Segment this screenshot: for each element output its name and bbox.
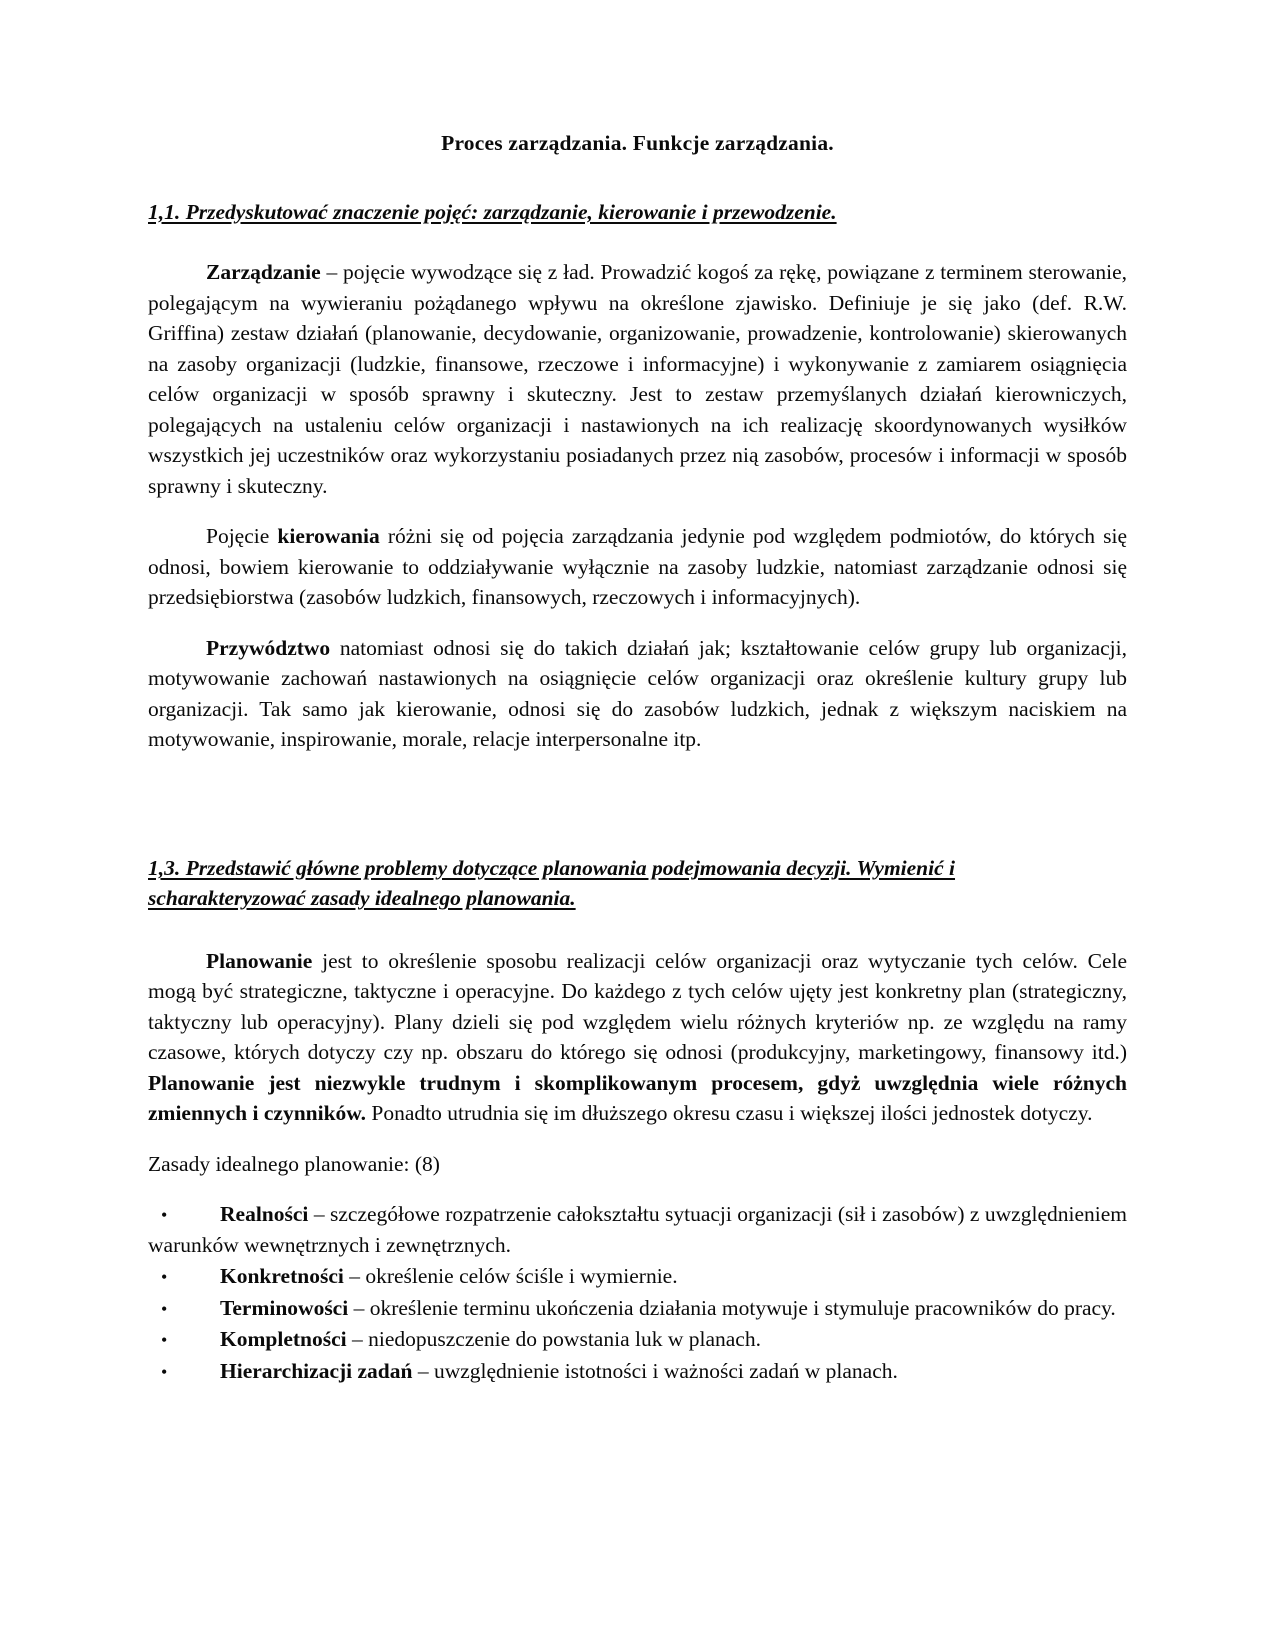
- bullet-icon: •: [161, 1298, 168, 1319]
- list-lead-text: Zasady idealnego planowanie: (8): [148, 1151, 440, 1176]
- list-item: [148, 1199, 1127, 1260]
- paragraph-zarzadzanie: [148, 257, 1127, 501]
- rule-text: – szczegółowe rozpatrzenie całokształtu sytuacji organizacji (sił i zasobów) z uwzględnieniem warunków wewnętrznych i zewnętrznych.: [148, 1202, 1127, 1257]
- bullet-icon: •: [161, 1361, 168, 1382]
- rules-list: [148, 1199, 1127, 1386]
- section-heading-1-3-line1: 1,3. Przedstawić główne problemy dotyczące planowania podejmowania decyzji. Wymienić i: [148, 855, 956, 880]
- paragraph-przywodztwo: [148, 633, 1127, 755]
- paragraph-planowanie-text-2: Ponadto utrudnia się im dłuższego okresu czasu i większej ilości jednostek dotyczy.: [366, 1101, 1093, 1126]
- bullet-icon: •: [161, 1267, 168, 1288]
- list-item: [148, 1261, 1127, 1292]
- bullet-icon: •: [161, 1205, 168, 1226]
- list-item: [148, 1356, 1127, 1387]
- rule-term: Realności: [220, 1202, 309, 1227]
- rule-text: – określenie celów ściśle i wymiernie.: [343, 1264, 678, 1289]
- page-title: Proces zarządzania. Funkcje zarządzania.: [441, 131, 834, 155]
- paragraph-kierowanie-text: różni się od pojęcia zarządzania jedynie pod względem podmiotów, do których się odnosi, bowiem kierowanie to oddziaływanie wyłącznie na zasoby ludzkie, natomiast zarządzanie odnosi się przedsiębiorstwa (zasobów ludzkich, finansowych, rzeczowych i informacyjnych).: [148, 524, 1127, 610]
- term-przywodztwo: Przywództwo: [206, 635, 331, 660]
- rule-text: – uwzględnienie istotności i ważności zadań w planach.: [412, 1358, 898, 1383]
- bullet-icon: •: [161, 1330, 168, 1351]
- paragraph-planowanie-text-1: jest to określenie sposobu realizacji celów organizacji oraz wytyczanie tych celów. Cele mogą być strategiczne, taktyczne i operacyjne. Do każdego z tych celów ujęty jest konkretny plan (strategiczny, taktyczny lub operacyjny). Plany dzieli się pod względem wielu różnych kryteriów np. ze względu na ramy czasowe, których dotyczy czy np. obszaru do którego się odnosi (produkcyjny, marketingowy, finansowy itd.): [148, 948, 1127, 1065]
- rule-text: – niedopuszczenie do powstania luk w planach.: [346, 1327, 761, 1352]
- rule-term: Hierarchizacji zadań: [220, 1358, 413, 1383]
- term-kierowania: kierowania: [277, 524, 380, 549]
- section-heading-1-1: 1,1. Przedyskutować znaczenie pojęć: zarządzanie, kierowanie i przewodzenie.: [148, 199, 837, 224]
- paragraph-kierowanie-prefix: Pojęcie: [206, 524, 278, 549]
- rule-text: – określenie terminu ukończenia działania motywuje i stymuluje pracowników do pracy.: [348, 1295, 1116, 1320]
- rule-term: Konkretności: [220, 1264, 344, 1289]
- term-planowanie: Planowanie: [206, 948, 313, 973]
- section-spacer: [148, 775, 1127, 853]
- rule-term: Kompletności: [220, 1327, 347, 1352]
- paragraph-planowanie-emphasis: Planowanie jest niezwykle trudnym i skomplikowanym procesem, gdyż uwzględnia wiele różnych zmiennych i czynników.: [148, 1070, 1127, 1126]
- paragraph-zarzadzanie-text: – pojęcie wywodzące się z ład. Prowadzić kogoś za rękę, powiązane z terminem sterowanie, polegającym na wywieraniu pożądanego wpływu na określone zjawisko. Definiuje je się jako (def. R.W. Griffina) zestaw działań (planowanie, decydowanie, organizowanie, prowadzenie, kontrolowanie) skierowanych na zasoby organizacji (ludzkie, finansowe, rzeczowe i informacyjne) i wykonywanie z zamiarem osiągnięcia celów organizacji w sposób sprawny i skuteczny. Jest to zestaw przemyślanych działań kierowniczych, polegających na ustaleniu celów organizacji i nastawionych na ich realizację skoordynowanych wysiłków wszystkich jej uczestników oraz wykorzystaniu posiadanych przez nią zasobów, procesów i informacji w sposób sprawny i skuteczny.: [148, 260, 1127, 498]
- section-heading-1-3: [148, 853, 1127, 914]
- section-heading-1-3-line2: scharakteryzować zasady idealnego planowania.: [148, 886, 576, 911]
- paragraph-planowanie: [148, 946, 1127, 1129]
- term-zarzadzanie: Zarządzanie: [206, 260, 321, 285]
- paragraph-przywodztwo-text: natomiast odnosi się do takich działań jak; kształtowanie celów grupy lub organizacji, motywowanie zachowań nastawionych na osiągnięcie celów organizacji oraz określenie kultury grupy lub organizacji. Tak samo jak kierowanie, odnosi się do zasobów ludzkich, jednak z większym naciskiem na motywowanie, inspirowanie, morale, relacje interpersonalne itp.: [148, 635, 1127, 752]
- paragraph-kierowanie: [148, 521, 1127, 613]
- rule-term: Terminowości: [220, 1295, 349, 1320]
- list-item: [148, 1324, 1127, 1355]
- list-item: [148, 1293, 1127, 1324]
